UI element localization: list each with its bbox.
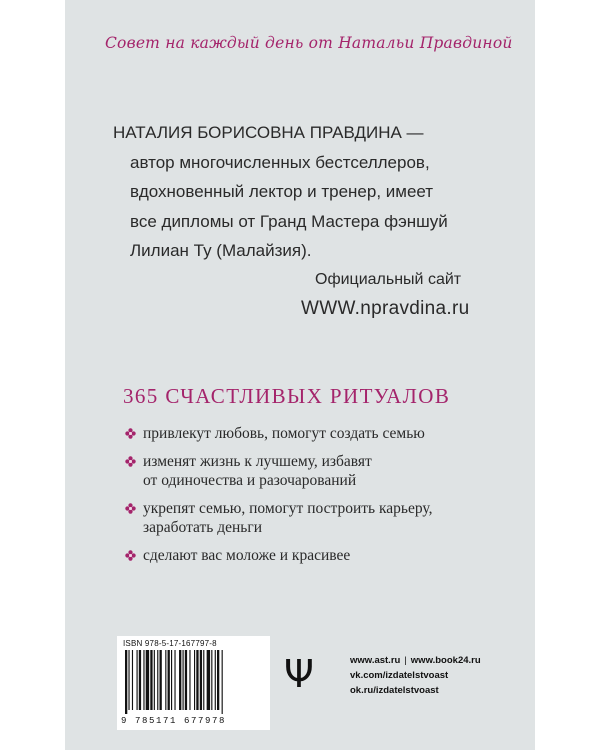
bio-line: Лилиан Ту (Малайзия).: [130, 241, 312, 260]
barcode-bar: [137, 650, 138, 710]
list-item: [125, 499, 545, 537]
official-site-label: Официальный сайт: [315, 271, 462, 288]
barcode-bar: [154, 650, 155, 710]
barcode-bar: [132, 650, 133, 710]
rituals-list: [125, 424, 545, 574]
separator: |: [404, 655, 407, 666]
barcode-bar: [157, 650, 158, 710]
psi-logo-icon: Ψ: [284, 652, 314, 696]
flower-icon: [125, 456, 136, 467]
rituals-title: 365 СЧАСТЛИВЫХ РИТУАЛОВ: [123, 384, 451, 408]
barcode-bar: [217, 650, 219, 710]
barcode-bar: [125, 650, 127, 714]
barcode-bar: [174, 650, 175, 710]
list-item-text: укрепят семью, помогут построить карьеру,: [143, 500, 433, 517]
barcode-bar: [143, 650, 144, 710]
isbn-label: ISBN 978-5-17-167797-8: [123, 639, 217, 648]
barcode-bar: [146, 650, 149, 710]
barcode-bar: [196, 650, 198, 710]
bio-line: НАТАЛИЯ БОРИСОВНА ПРАВДИНА —: [113, 123, 424, 142]
bio-line: все дипломы от Гранд Мастера фэншуй: [130, 211, 448, 231]
barcode: [117, 636, 270, 730]
barcode-bar: [150, 650, 152, 710]
vk-link[interactable]: vk.com/izdatelstvoast: [350, 670, 449, 681]
list-item-text: от одиночества и разочарований: [143, 472, 357, 489]
official-site-url: WWW.npravdina.ru: [301, 298, 470, 319]
bio-line: автор многочисленных бестселлеров,: [130, 152, 430, 172]
barcode-bar: [185, 650, 187, 710]
ok-link[interactable]: ok.ru/izdatelstvoast: [350, 685, 439, 696]
list-item-text: привлекут любовь, помогут создать семью: [143, 425, 425, 442]
barcode-bar: [139, 650, 141, 710]
barcode-bar: [183, 650, 184, 710]
barcode-bar: [168, 650, 170, 710]
series-title: Совет на каждый день от Натальи Правдиной: [105, 34, 513, 52]
barcode-bar: [160, 650, 162, 710]
barcode-bar: [207, 650, 210, 710]
list-item-text: изменят жизнь к лучшему, избавят: [143, 453, 372, 470]
barcode-bar: [179, 650, 181, 710]
barcode-bar: [189, 650, 190, 710]
barcode-bar: [215, 650, 216, 710]
barcode-bar: [203, 650, 204, 710]
back-cover: [65, 0, 535, 750]
barcode-bar: [165, 650, 166, 710]
publisher-sites-row: [310, 653, 510, 668]
barcode-bars: [123, 650, 263, 714]
barcode-bar: [171, 650, 172, 710]
barcode-bar: [211, 650, 212, 710]
list-item: [125, 424, 545, 443]
list-item-text: сделают вас моложе и красивее: [143, 547, 351, 564]
bio-line: вдохновенный лектор и тренер, имеет: [130, 182, 434, 201]
barcode-digits: 9 785171 677978: [121, 716, 227, 726]
list-item: [125, 452, 545, 490]
barcode-bar: [128, 650, 129, 710]
publisher-links: [310, 653, 510, 698]
list-item: [125, 546, 545, 565]
flower-icon: [125, 550, 136, 561]
author-bio: [113, 118, 513, 266]
barcode-bar: [194, 650, 195, 710]
flower-icon: [125, 503, 136, 514]
barcode-bar: [200, 650, 202, 710]
official-site: [301, 266, 469, 324]
list-item-text: заработать деньги: [143, 519, 263, 536]
flower-icon: [125, 428, 136, 439]
publisher-site-link[interactable]: www.ast.ru: [350, 655, 401, 666]
publisher-site-link[interactable]: www.book24.ru: [410, 655, 481, 666]
barcode-bar: [222, 650, 223, 714]
